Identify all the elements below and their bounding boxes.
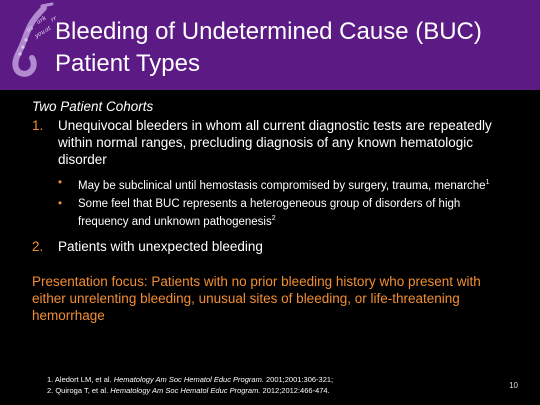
bullet-text: May be subclinical until hemostasis compromised by surgery, trauma, menarche bbox=[78, 179, 486, 192]
reference-authors: 1. Aledort LM, et al. bbox=[47, 375, 114, 384]
reference-journal: Hematology Am Soc Hematol Educ Program. bbox=[110, 386, 261, 395]
title-header-band bbox=[0, 0, 540, 90]
item-number: 1. bbox=[32, 118, 44, 133]
presentation-focus: Presentation focus: Patients with no prior bleeding history who present with either unrelenting bleeding, unusual sites of bleeding, or life-threatening hemorrhage bbox=[32, 274, 481, 324]
slide-body bbox=[32, 99, 512, 324]
item-text: Unequivocal bleeders in whom all current diagnostic tests are repeatedly within normal ranges, precluding diagnosis of any known hematologic disorder bbox=[58, 118, 492, 167]
svg-text:as: as bbox=[25, 24, 35, 34]
bullet-item bbox=[58, 176, 512, 193]
reference-journal: Hematology Am Soc Hematol Educ Program. bbox=[113, 375, 264, 384]
reference-2 bbox=[47, 385, 333, 396]
reference-citation: 2001;2001:306-321; bbox=[263, 375, 334, 384]
slide-title bbox=[55, 16, 525, 80]
citation-marker: 1 bbox=[485, 179, 490, 186]
svg-text:you: you bbox=[33, 28, 47, 40]
subhead: Two Patient Cohorts bbox=[32, 99, 154, 114]
page-number: 10 bbox=[509, 381, 518, 390]
citation-marker: 2 bbox=[271, 214, 276, 222]
bullet-item bbox=[58, 197, 512, 229]
bullet-text: Some feel that BUC represents a heterogeneous group of disorders of high frequency and unknown pathogenesis bbox=[78, 198, 461, 228]
svg-text:rr: rr bbox=[49, 14, 58, 24]
bullet-dot-icon: • bbox=[58, 177, 63, 189]
sub-bullet-list bbox=[58, 176, 512, 229]
numbered-item-1 bbox=[32, 117, 512, 229]
bullet-dot-icon: • bbox=[58, 198, 63, 211]
title-line-1: Bleeding of Undetermined Cause (BUC) bbox=[55, 18, 482, 45]
item-number: 2. bbox=[32, 239, 44, 255]
title-line-2: Patient Types bbox=[55, 50, 200, 77]
reference-authors: 2. Quiroga T, et al. bbox=[47, 386, 111, 395]
reference-citation: 2012;2012:466-474. bbox=[260, 386, 330, 395]
numbered-item-2 bbox=[32, 238, 512, 255]
references bbox=[47, 374, 333, 396]
svg-text:ark: ark bbox=[35, 14, 48, 26]
item-text: Patients with unexpected bleeding bbox=[58, 239, 263, 255]
svg-text:at: at bbox=[43, 24, 53, 34]
reference-1 bbox=[47, 374, 333, 385]
